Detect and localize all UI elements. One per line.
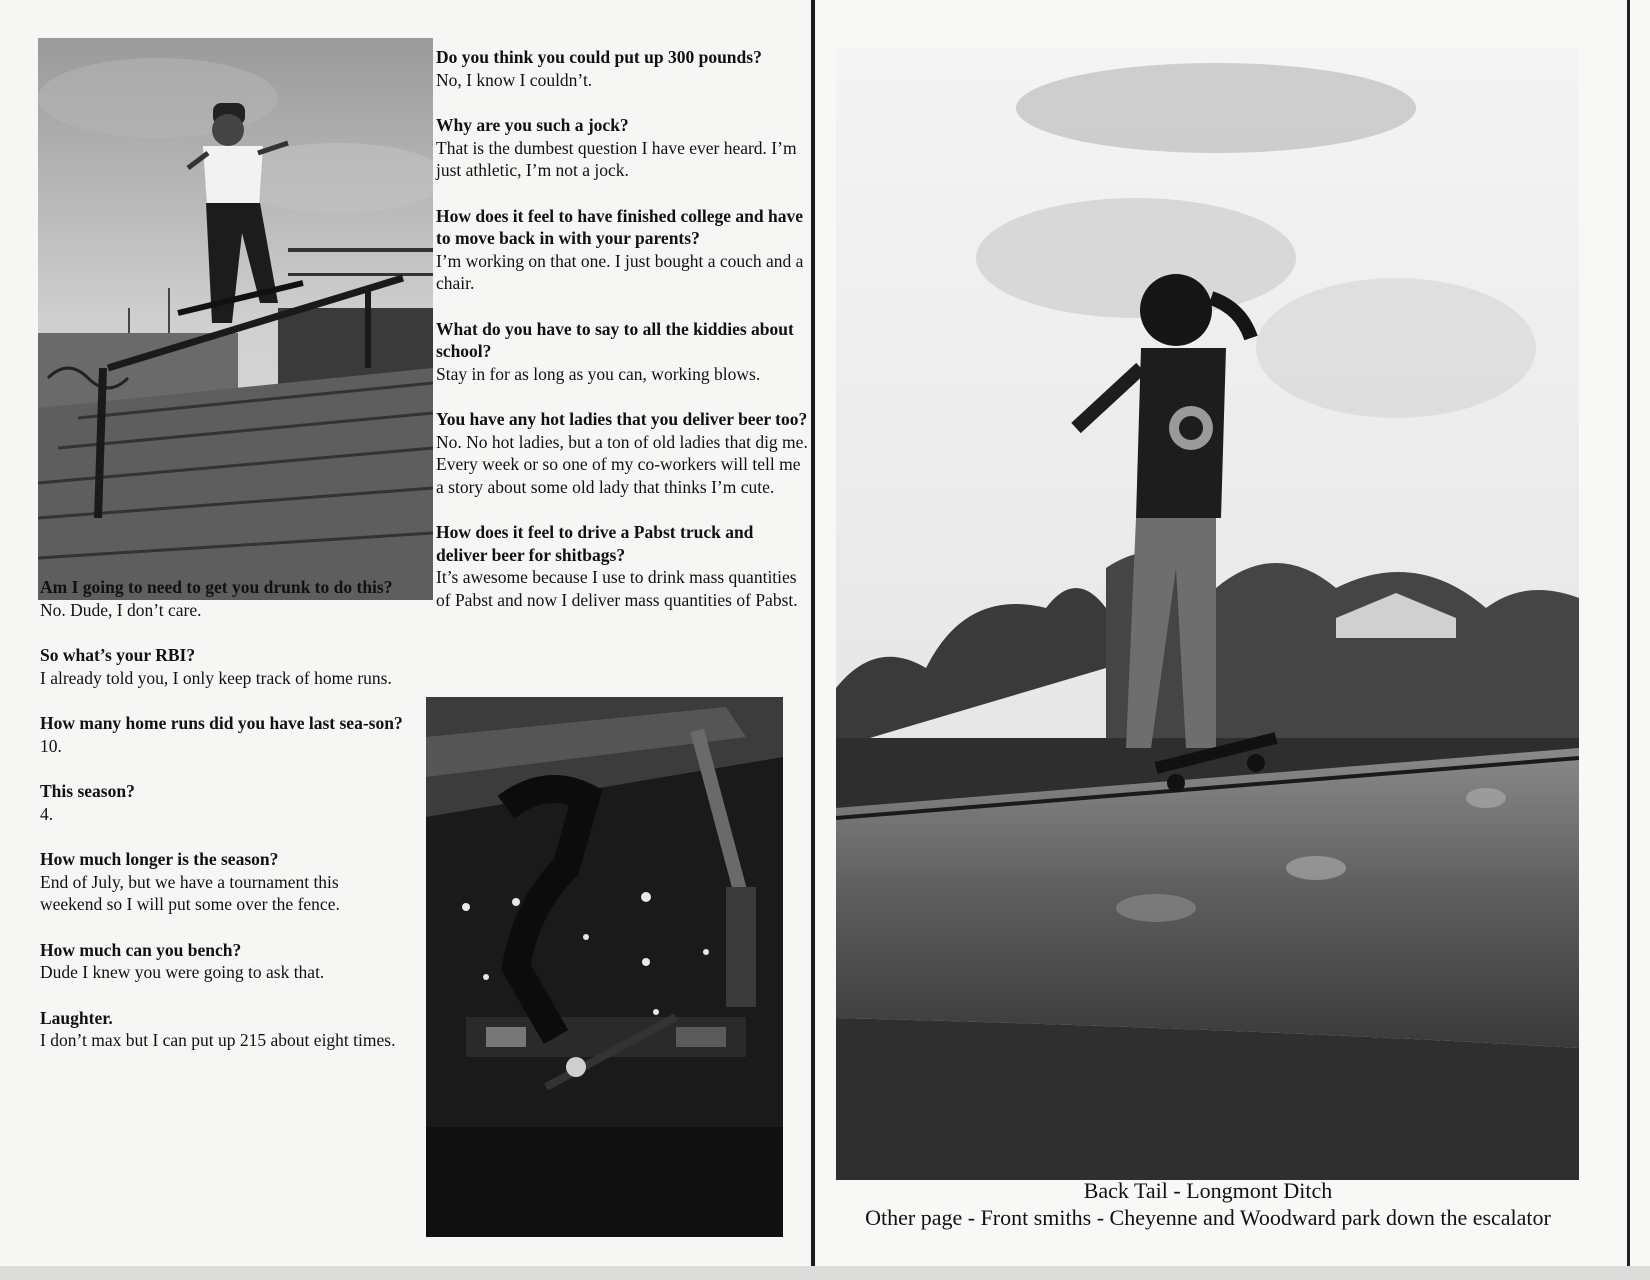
interview-left-column — [40, 576, 405, 1075]
qa-item — [436, 318, 808, 386]
question: Am I going to need to get you drunk to do this? — [40, 577, 393, 597]
question: How many home runs did you have last sea-son? — [40, 713, 403, 733]
qa-item — [40, 644, 405, 689]
answer: No, I know I couldn’t. — [436, 69, 593, 90]
answer: I don’t max but I can put up 215 about eight times. — [40, 1030, 396, 1050]
question: What do you have to say to all the kiddies about school? — [436, 318, 794, 361]
answer: 4. — [40, 803, 54, 824]
answer: Dude I knew you were going to ask that. — [40, 962, 325, 982]
question: You have any hot ladies that you deliver beer too? — [436, 409, 808, 429]
question: Why are you such a jock? — [436, 115, 629, 135]
question: How much can you bench? — [40, 939, 242, 960]
qa-item — [40, 576, 405, 621]
answer: Stay in for as long as you can, working blows. — [436, 363, 761, 384]
photo-caption-secondary: Other page - Front smiths - Cheyenne and Woodward park down the escalator — [865, 1205, 1551, 1230]
qa-item — [40, 939, 405, 984]
answer: I already told you, I only keep track of home runs. — [40, 667, 392, 688]
answer: I’m working on that one. I just bought a couch and a chair. — [436, 250, 804, 293]
interview-right-column — [436, 46, 808, 634]
scanner-bed-edge — [0, 1266, 1650, 1280]
qa-item — [40, 780, 405, 825]
qa-item — [436, 205, 808, 295]
qa-item — [436, 521, 808, 611]
indoor-park-photo — [426, 697, 783, 1237]
question: This season? — [40, 781, 135, 801]
page-edge — [1627, 0, 1630, 1268]
qa-item — [436, 46, 808, 91]
photo-caption-primary: Back Tail - Longmont Ditch — [1083, 1178, 1333, 1203]
question: How does it feel to drive a Pabst truck and deliver beer for shitbags? — [436, 522, 754, 565]
rail-stairs-photo — [38, 38, 433, 600]
question: Laughter. — [40, 1007, 113, 1028]
question: How does it feel to have finished college and have to move back in with your parents? — [436, 205, 803, 248]
qa-item — [436, 114, 808, 182]
qa-item — [40, 1007, 405, 1052]
qa-item — [40, 712, 405, 757]
answer: No. No hot ladies, but a ton of old ladies that dig me. Every week or so one of my co-workers will tell me a story about some old lady that thinks I’m cute. — [436, 431, 808, 497]
ditch-backtail-photo — [836, 48, 1579, 1180]
page-gutter — [811, 0, 815, 1268]
question: Do you think you could put up 300 pounds? — [436, 47, 762, 67]
answer: End of July, but we have a tournament this weekend so I will put some over the fence. — [40, 871, 340, 914]
qa-item — [40, 848, 405, 916]
answer: It’s awesome because I use to drink mass quantities of Pabst and now I deliver mass quantities of Pabst. — [436, 567, 798, 610]
question: How much longer is the season? — [40, 849, 279, 869]
answer: 10. — [40, 735, 62, 756]
answer: No. Dude, I don’t care. — [40, 599, 202, 620]
answer: That is the dumbest question I have ever heard. I’m just athletic, I’m not a jock. — [436, 137, 797, 180]
question: So what’s your RBI? — [40, 645, 196, 665]
qa-item — [436, 408, 808, 498]
